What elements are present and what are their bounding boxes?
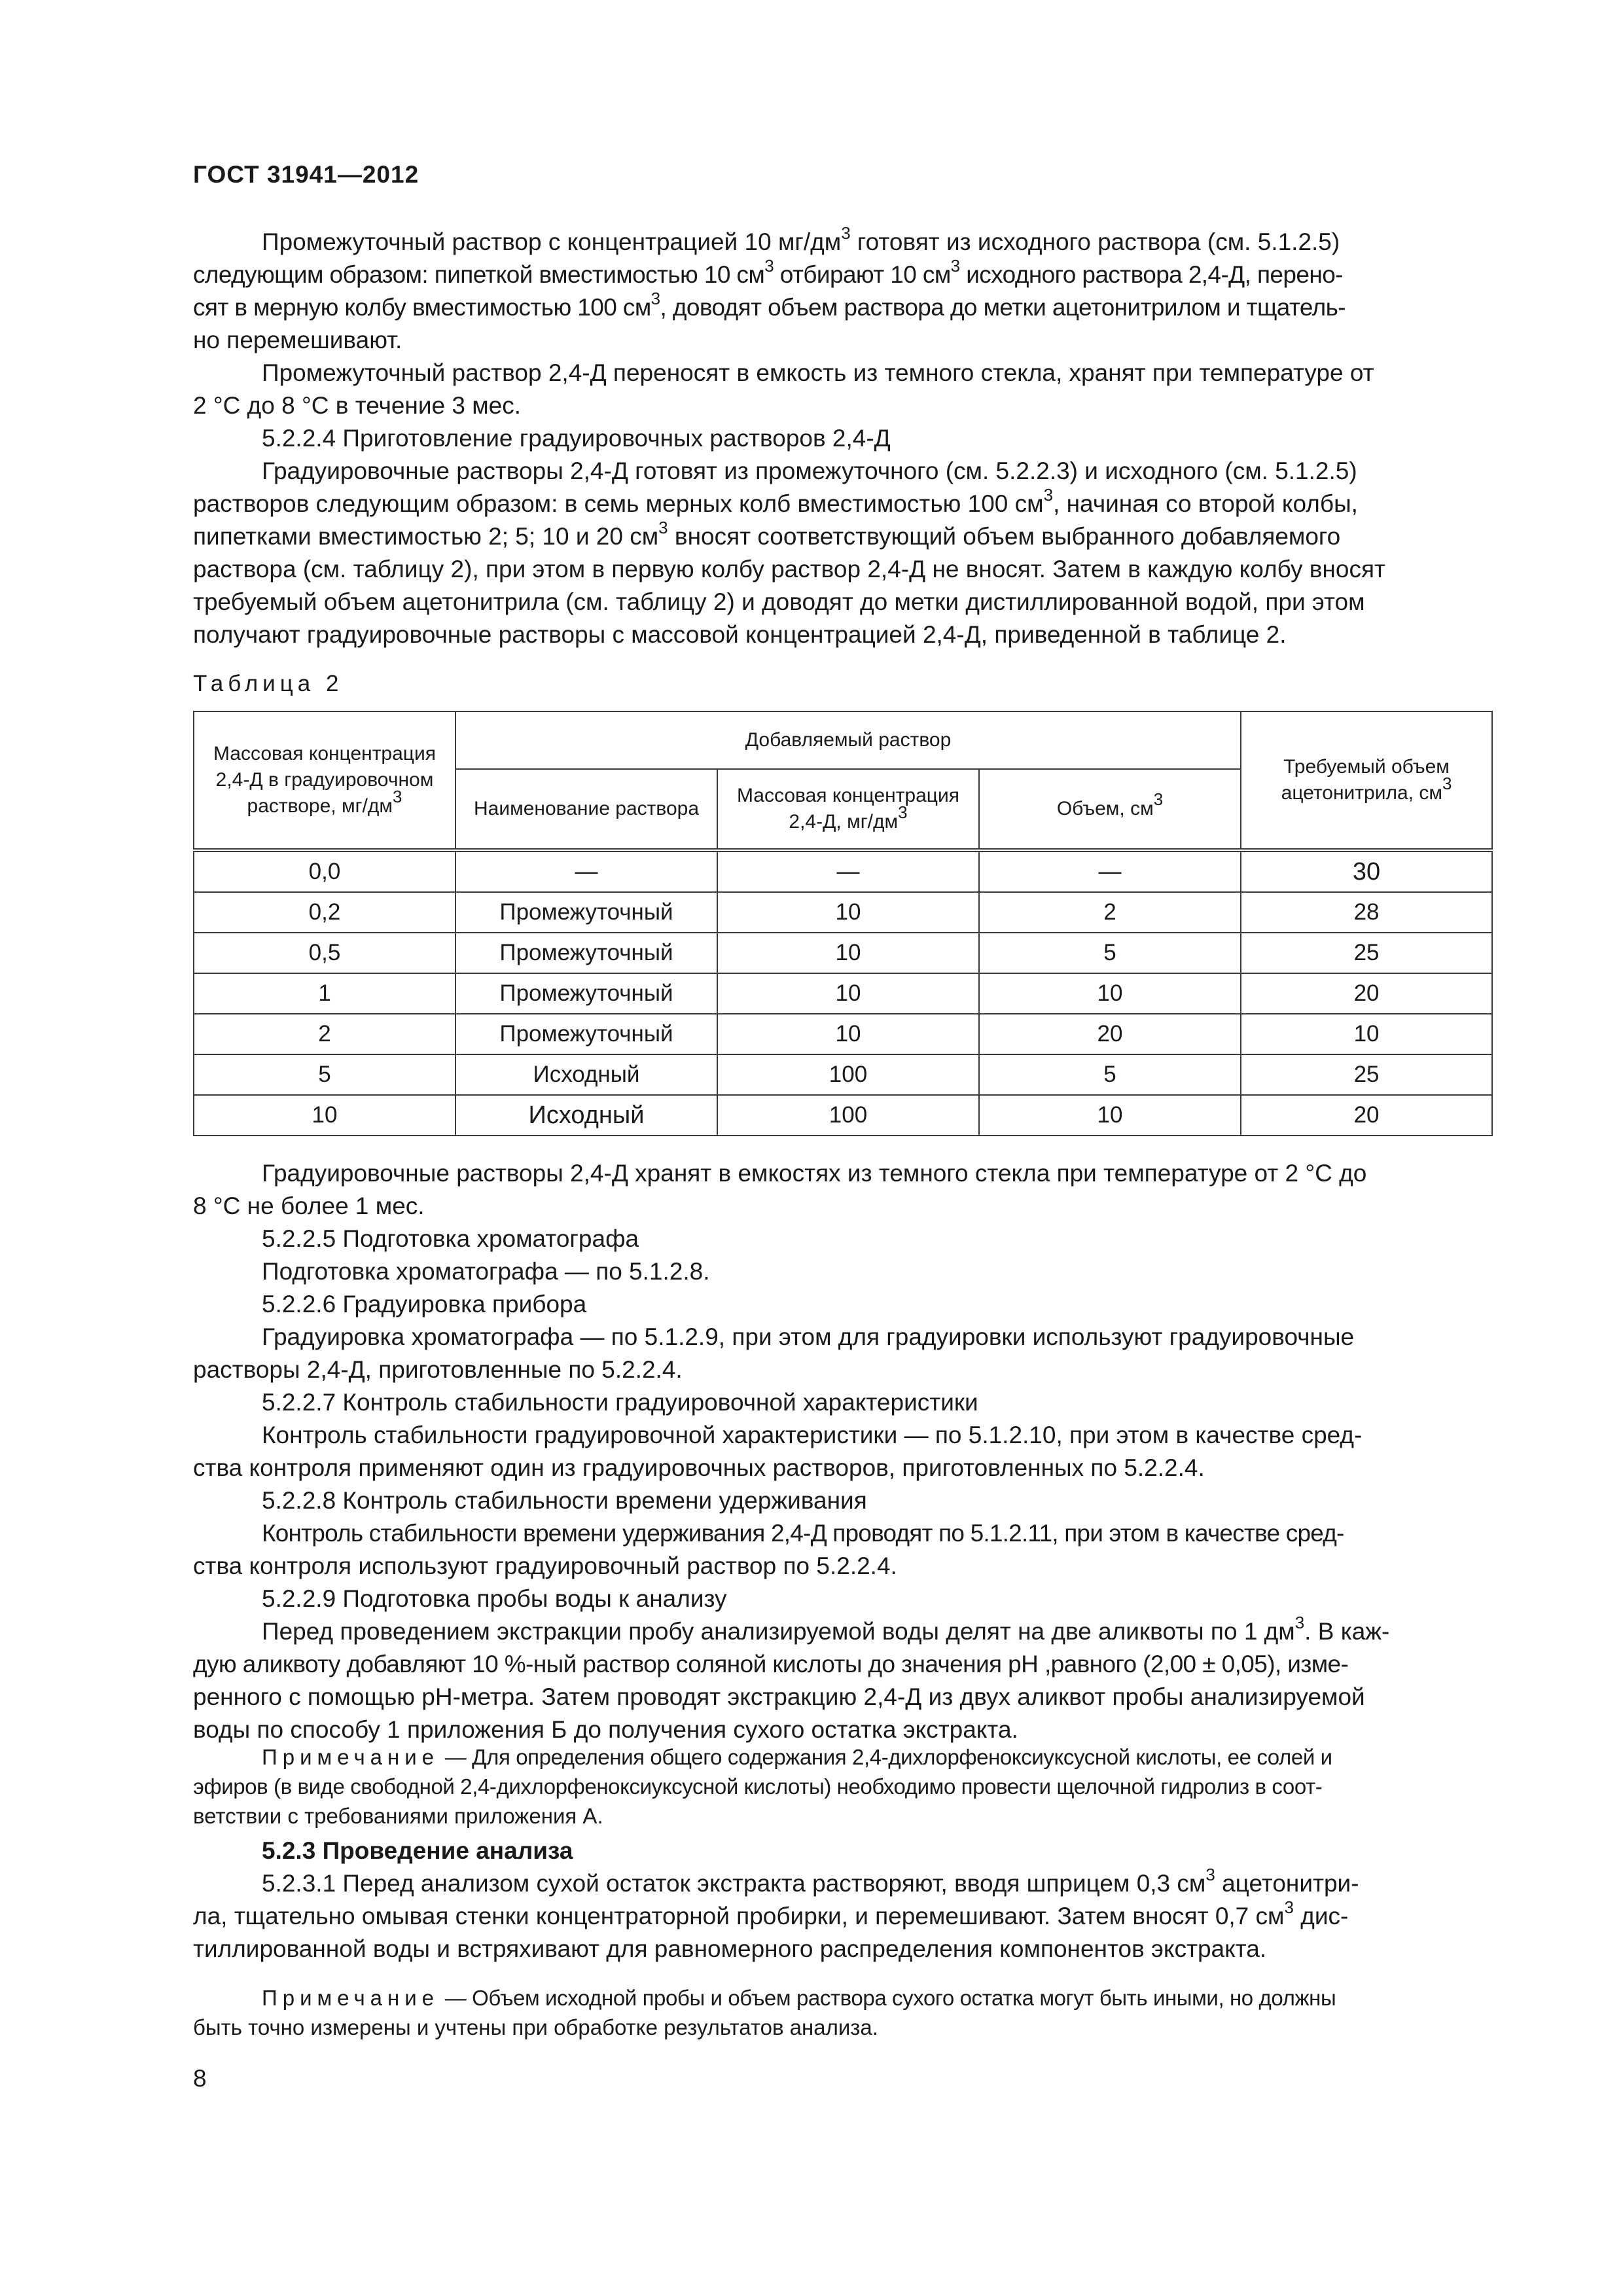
paragraph: Градуировочные растворы 2,4-Д готовят из промежуточного (см. 5.2.2.3) и исходного (см. 5.1.2.5) [262, 457, 1357, 484]
table-cell: 10 [979, 973, 1241, 1014]
table-row [194, 850, 1492, 892]
table-cell: Промежуточный [455, 1014, 717, 1054]
paragraph-line: растворы 2,4-Д, приготовленные по 5.2.2.4. [193, 1356, 683, 1383]
paragraph-line: сят в мерную колбу вместимостью 100 $см^3$, доводят объем раствора до метки ацетонитрилом и тщатель- [193, 288, 1346, 321]
paragraph: Контроль стабильности времени удерживания 2,4-Д проводят по 5.1.2.11, при этом в качестве сред- [262, 1520, 1344, 1547]
section-heading-5229: 5.2.2.9 Подготовка пробы воды к анализу [262, 1585, 727, 1612]
table-cell: 10 [194, 1095, 455, 1136]
paragraph: Промежуточный раствор с концентрацией 10 $мг/дм^3$ готовят из исходного раствора (см. 5.1.2.5) [262, 223, 1340, 255]
table-cell: 5 [979, 933, 1241, 973]
col-header-acetonitrile: Требуемый объем ацетонитрила, $см^3$ [1241, 711, 1492, 850]
col-group-added-solution: Добавляемый раствор [455, 711, 1241, 769]
paragraph-line: 8 °С не более 1 мес. [193, 1193, 425, 1219]
table-cell: 10 [717, 892, 979, 933]
section-heading-5224: 5.2.2.4 Приготовление градуировочных растворов 2,4-Д [262, 425, 891, 452]
analysis-section [193, 1835, 1492, 1965]
paragraph-line: ства контроля применяют один из градуировочных растворов, приготовленных по 5.2.2.4. [193, 1454, 1205, 1481]
col-header-concentration: Массовая концентрация 2,4-Д в градуировочном растворе, $мг/дм^3$ [194, 711, 455, 850]
paragraph-line: ла, тщательно омывая стенки концентраторной пробирки, и перемешивают. Затем вносят 0,7 $см^3$ дис- [193, 1897, 1349, 1929]
table-cell: 20 [1241, 1095, 1492, 1136]
table-cell: 0,2 [194, 892, 455, 933]
paragraph: Перед проведением экстракции пробу анализируемой воды делят на две аликвоты по 1 $дм^3$. В каж- [262, 1612, 1390, 1645]
table-cell: 28 [1241, 892, 1492, 933]
paragraph-line: ства контроля используют градуировочный раствор по 5.2.2.4. [193, 1552, 897, 1579]
table-cell: 20 [1241, 973, 1492, 1014]
table-cell: 5 [194, 1054, 455, 1095]
table-cell: 10 [717, 1014, 979, 1054]
table-cell: 0,5 [194, 933, 455, 973]
table-cell: Исходный [455, 1095, 717, 1136]
note-line: быть точно измерены и учтены при обработке результатов анализа. [193, 2015, 878, 2039]
table-cell: 10 [717, 973, 979, 1014]
table-cell: 10 [1241, 1014, 1492, 1054]
paragraph-line: раствора (см. таблицу 2), при этом в первую колбу раствор 2,4-Д не вносят. Затем в каждую колбу вносят [193, 556, 1385, 583]
document-header: ГОСТ 31941—2012 [193, 161, 419, 188]
paragraph-line: тиллированной воды и встряхивают для равномерного распределения компонентов экстракта. [193, 1935, 1267, 1962]
paragraph-line: воды по способу 1 приложения Б до получения сухого остатка экстракта. [193, 1716, 1018, 1743]
table-row [194, 892, 1492, 933]
paragraph-line: ренного с помощью pH-метра. Затем проводят экстракцию 2,4-Д из двух аликвот пробы анализируемой [193, 1683, 1365, 1710]
paragraph-line: пипетками вместимостью 2; 5; 10 и 20 $см^3$ вносят соответствующий объем выбранного добавляемого [193, 517, 1341, 550]
col-header-volume: Объем, $см^3$ [979, 769, 1241, 850]
table-cell: Промежуточный [455, 892, 717, 933]
calibration-table [193, 711, 1493, 1136]
note-line: эфиров (в виде свободной 2,4-дихлорфеноксиуксусной кислоты) необходимо провести щелочной гидролиз в соот- [193, 1774, 1323, 1799]
col-header-name: Наименование раствора [455, 769, 717, 850]
paragraph: Градуировочные растворы 2,4-Д хранят в емкостях из темного стекла при температуре от 2 °С до [262, 1160, 1367, 1187]
section-heading-523: 5.2.3 Проведение анализа [262, 1837, 573, 1864]
table-row [194, 1095, 1492, 1136]
paragraph: Градуировка хроматографа — по 5.1.2.9, при этом для градуировки используют градуировочные [262, 1323, 1355, 1350]
table-cell: — [455, 850, 717, 892]
section-heading-5227: 5.2.2.7 Контроль стабильности градуировочной характеристики [262, 1389, 978, 1416]
paragraph: Контроль стабильности градуировочной характеристики — по 5.1.2.10, при этом в качестве сред- [262, 1422, 1363, 1448]
table-label: Таблица 2 [193, 671, 344, 696]
note-line: Примечание — Объем исходной пробы и объем раствора сухого остатка могут быть иными, но должны [262, 1986, 1336, 2010]
table-cell: 10 [717, 933, 979, 973]
note-1 [193, 1742, 1492, 1831]
table-cell: 2 [194, 1014, 455, 1054]
paragraph-line: растворов следующим образом: в семь мерных колб вместимостью 100 $см^3$, начиная со второй колбы, [193, 484, 1358, 517]
paragraph-line: но перемешивают. [193, 327, 402, 353]
paragraph-line: получают градуировочные растворы с массовой концентрацией 2,4-Д, приведенной в таблице 2. [193, 621, 1287, 648]
table-cell: 0,0 [194, 850, 455, 892]
paragraph: 5.2.3.1 Перед анализом сухой остаток экстракта растворяют, вводя шприцем 0,3 $см^3$ ацетонитри- [262, 1864, 1359, 1897]
after-table-section [193, 1157, 1492, 1746]
table-cell: 2 [979, 892, 1241, 933]
section-heading-5226: 5.2.2.6 Градуировка прибора [262, 1291, 587, 1318]
paragraph: Подготовка хроматографа — по 5.1.2.8. [262, 1258, 710, 1285]
table-cell: 100 [717, 1054, 979, 1095]
table-cell: 100 [717, 1095, 979, 1136]
table-cell: — [979, 850, 1241, 892]
section-heading-5228: 5.2.2.8 Контроль стабильности времени удерживания [262, 1487, 867, 1514]
note-line: ветствии с требованиями приложения А. [193, 1804, 603, 1828]
table-cell: 25 [1241, 933, 1492, 973]
intro-section [193, 223, 1492, 651]
section-heading-5225: 5.2.2.5 Подготовка хроматографа [262, 1225, 639, 1252]
paragraph: Промежуточный раствор 2,4-Д переносят в емкость из темного стекла, хранят при температуре от [262, 359, 1374, 386]
table-row [194, 1054, 1492, 1095]
table-row [194, 1014, 1492, 1054]
note-2 [193, 1983, 1492, 2042]
table-cell: 5 [979, 1054, 1241, 1095]
paragraph-line: требуемый объем ацетонитрила (см. таблицу 2) и доводят до метки дистиллированной водой, при этом [193, 588, 1365, 615]
page-number: 8 [193, 2065, 207, 2092]
table-cell: Исходный [455, 1054, 717, 1095]
paragraph-line: следующим образом: пипеткой вместимостью 10 $см^3$ отбирают 10 $см^3$ исходного раствора 2,4-Д, перено- [193, 255, 1343, 288]
table-cell: 30 [1241, 850, 1492, 892]
table-row [194, 973, 1492, 1014]
table-cell: Промежуточный [455, 933, 717, 973]
table-cell: 10 [979, 1095, 1241, 1136]
table-cell: 25 [1241, 1054, 1492, 1095]
table-cell: Промежуточный [455, 973, 717, 1014]
col-header-mass-concentration: Массовая концентрация 2,4-Д, $мг/дм^3$ [717, 769, 979, 850]
table-cell: 1 [194, 973, 455, 1014]
paragraph-line: 2 °С до 8 °С в течение 3 мес. [193, 392, 522, 419]
paragraph-line: дую аликвоту добавляют 10 %-ный раствор соляной кислоты до значения pH ,равного (2,00 ± 0,05), изме- [193, 1651, 1349, 1677]
table-cell: — [717, 850, 979, 892]
table-row [194, 933, 1492, 973]
table-cell: 20 [979, 1014, 1241, 1054]
note-line: Примечание — Для определения общего содержания 2,4-дихлорфеноксиуксусной кислоты, ее солей и [262, 1745, 1332, 1769]
